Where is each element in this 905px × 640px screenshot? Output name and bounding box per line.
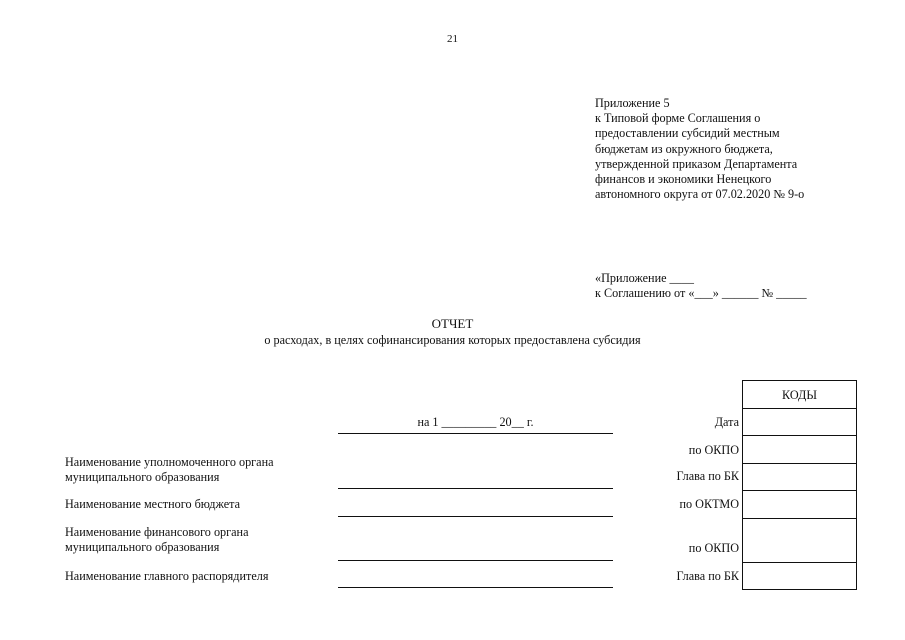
annex-line: автономного округа от 07.02.2020 № 9-о xyxy=(595,187,805,202)
report-title: ОТЧЕТ xyxy=(431,316,474,331)
report-subtitle: о расходах, в целях софинансирования которых предоставлена субсидия xyxy=(264,333,641,347)
page-number: 21 xyxy=(447,33,458,45)
code-label-bk-manager: Глава по БК xyxy=(676,569,739,583)
field-main-manager[interactable] xyxy=(338,587,613,588)
codes-header: КОДЫ xyxy=(743,381,857,409)
annex-line: Приложение 5 xyxy=(595,96,670,110)
code-cell-bk[interactable] xyxy=(743,464,857,491)
agreement-annex-block xyxy=(595,271,807,301)
annex-line: предоставлении субсидий местным xyxy=(595,126,780,141)
annex-line: к Типовой форме Соглашения о xyxy=(595,111,761,126)
report-date: на 1 _________ 20__ г. xyxy=(417,415,534,429)
annex-line: финансов и экономики Ненецкого xyxy=(595,172,772,187)
code-cell-bk-manager[interactable] xyxy=(743,563,857,590)
agreement-annex-line: «Приложение ____ xyxy=(595,271,694,285)
label-main-manager: Наименование главного распорядителя xyxy=(65,569,269,583)
code-label-bk: Глава по БК xyxy=(676,469,739,483)
label-finance-body xyxy=(65,525,248,555)
annex-block xyxy=(595,96,804,202)
code-label-okpo: по ОКПО xyxy=(688,443,739,457)
codes-table xyxy=(742,380,857,590)
annex-line: утвержденной приказом Департамента xyxy=(595,156,798,171)
code-cell-okpo-finance[interactable] xyxy=(743,519,857,563)
label-authorized-body xyxy=(65,455,274,485)
agreement-annex-line: к Соглашению от «___» ______ № _____ xyxy=(595,286,807,301)
code-cell-date[interactable] xyxy=(743,409,857,436)
code-cell-oktmo[interactable] xyxy=(743,491,857,519)
field-local-budget[interactable] xyxy=(338,516,613,517)
label-line: Наименование финансового органа xyxy=(65,525,249,539)
code-label-okpo-finance: по ОКПО xyxy=(688,541,739,555)
field-finance-body[interactable] xyxy=(338,560,613,561)
field-authorized-body[interactable] xyxy=(338,488,613,489)
date-underline xyxy=(338,433,613,434)
label-local-budget: Наименование местного бюджета xyxy=(65,497,241,511)
code-label-date: Дата xyxy=(714,415,739,429)
code-label-oktmo: по ОКТМО xyxy=(679,497,739,511)
label-line: муниципального образования xyxy=(65,540,220,555)
label-line: Наименование уполномоченного органа xyxy=(65,455,274,469)
label-line: муниципального образования xyxy=(65,470,220,485)
code-cell-okpo[interactable] xyxy=(743,436,857,464)
annex-line: бюджетам из окружного бюджета, xyxy=(595,141,773,156)
